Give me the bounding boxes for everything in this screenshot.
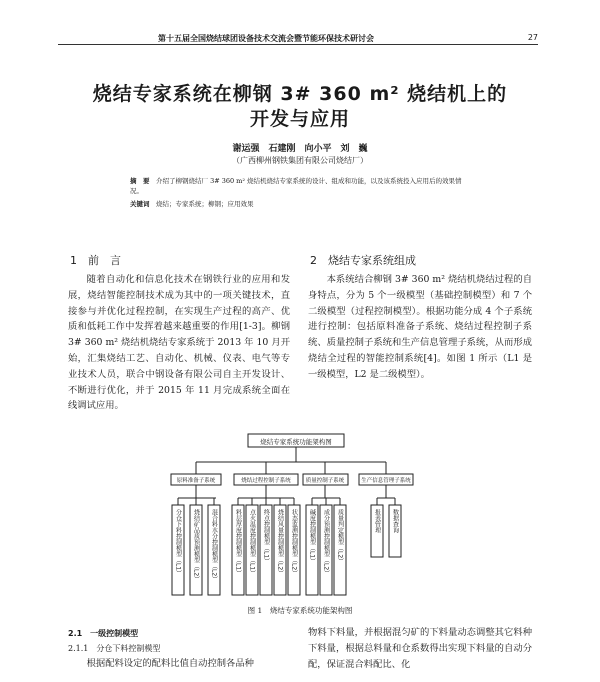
leaf-label: 状态监测控制模型（L2） xyxy=(290,509,298,577)
article-title-line1: 烧结专家系统在柳钢 3# 360 m² 烧结机上的 xyxy=(92,83,508,105)
subsystem-label: 烧结过程控制子系统 xyxy=(241,478,291,484)
authors: 谢运强 石建刚 向小平 刘 巍 xyxy=(232,144,368,154)
figure-1-caption: 图 1 烧结专家系统功能架构图 xyxy=(247,606,353,615)
subsystem-label: 生产信息管理子系统 xyxy=(361,478,411,484)
section-2-heading: 2 烧结专家系统组成 xyxy=(310,254,416,267)
abstract-label: 摘 要 xyxy=(130,177,150,185)
subsystem-label: 质量控制子系统 xyxy=(305,478,345,484)
leaf-label: 质量判定模型（L2） xyxy=(336,509,344,565)
leaf-label: 分仓下料控制模型（L1） xyxy=(174,509,182,577)
leaf-label: 数据查询 xyxy=(391,509,399,533)
section-2-1-1-body: 根据配料设定的配料比值自动控制各品种 xyxy=(86,658,254,669)
journal-title: 第十五届全国烧结球团设备技术交流会暨节能环保技术研讨会 xyxy=(158,34,374,43)
leaf-label: 烧结矿品质预测模型（L2） xyxy=(192,509,200,583)
article-title-line2: 开发与应用 xyxy=(249,108,350,130)
section-1-paragraph: 随着自动化和信息化技术在钢铁行业的应用和发展，烧结智能控制技术成为其中的一项关键技术，直接参与并优化过程控制，在实现生产过程的高产、优质和低耗工作中发挥着越来越重要的作用[1-3]。柳钢 3# 360 m² 烧结机烧结专家系统于 2013 年 10 月开始，汇集烧结工艺、自动化、机械、仪表、电气等专业技术人员，联合中钢设备有限公司自主开发设计、不断进行优化，并于 2015 年 11 月完成系统全面在线调试应用。 xyxy=(68,274,290,412)
right-column-continuation: 物料下料量，并根据混匀矿的下料量动态调整其它料种下料量，根据总料量和仓系数得出实现下料量的自动分配，保证混合料配比、化 xyxy=(308,627,532,670)
page-number: 27 xyxy=(527,33,538,42)
keywords-text: 烧结；专家系统；柳钢；应用效果 xyxy=(156,200,254,208)
affiliation: （广西柳州钢铁集团有限公司烧结厂） xyxy=(232,156,368,165)
root-label: 烧结专家系统功能架构图 xyxy=(260,438,332,446)
abstract-text: 介绍了柳钢烧结厂 3# 360 m² 烧结机烧结专家系统的设计、组成和功能，以及该系统投入应用后的效果情况。 xyxy=(130,177,462,195)
leaf-label: 成分预测控制模型（L2） xyxy=(322,509,330,577)
subsystem-label: 原料准备子系统 xyxy=(176,478,216,484)
keywords-label: 关键词 xyxy=(130,200,150,208)
leaf-label: 混合料水分控制模型（L2） xyxy=(210,509,218,583)
section-2-paragraph: 本系统结合柳钢 3# 360 m² 烧结机烧结过程的自身特点，分为 5 个一级模型（基础控制模型）和 7 个二级模型（过程控制模型）。根据功能分成 4 个子系统进行控制：包括原料准备子系统、烧结过程控制子系统、质量控制子系统和生产信息管理子系统，从而形成烧结全过程的智能控制系统[4]。如图 1 所示（L1 是一级模型，L2 是二级模型）。 xyxy=(308,274,532,380)
section-2-1-1-heading: 2.1.1 分仓下料控制模型 xyxy=(68,644,161,653)
section-1-heading: 1 前 言 xyxy=(70,254,121,267)
leaf-label: 料层厚度控制模型（L1） xyxy=(234,509,242,577)
leaf-label: 报表管理 xyxy=(373,509,381,533)
leaf-label: 点火温度控制模型（L1） xyxy=(248,509,256,577)
section-2-1-heading: 2.1 一级控制模型 xyxy=(68,629,139,638)
leaf-label: 碱度控制模型（L1） xyxy=(308,509,316,565)
leaf-label: 终点控制模型（L1） xyxy=(262,509,270,565)
leaf-label: 烧结风量控制模型（L2） xyxy=(276,509,284,577)
